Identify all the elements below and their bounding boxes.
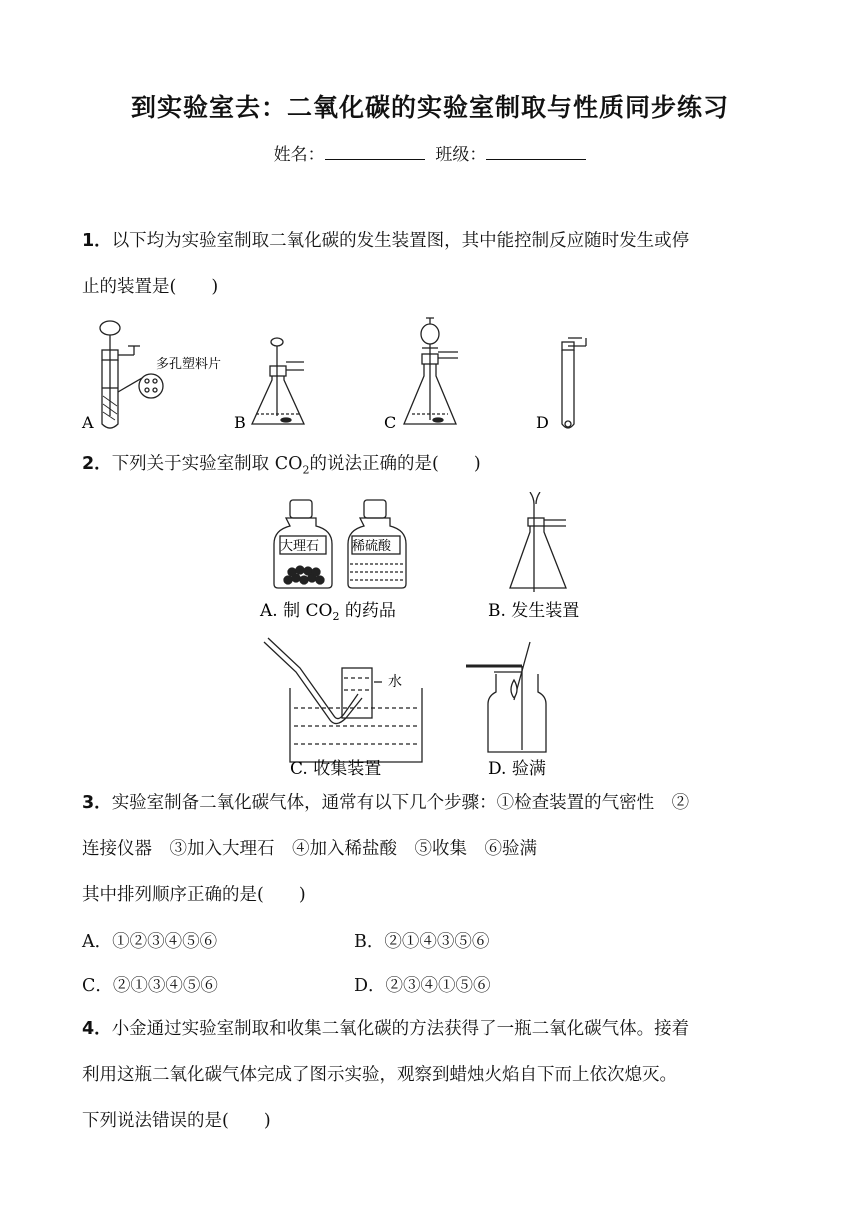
q4-line2: 利用这瓶二氧化碳气体完成了图示实验，观察到蜡烛火焰自下而上依次熄灭。 — [82, 1065, 677, 1085]
fig-label-d: D — [536, 413, 549, 432]
fig-label-b: B — [234, 413, 246, 432]
question-4 — [82, 1006, 782, 1144]
q2-stem-pre: 下列关于实验室制取 CO — [111, 454, 303, 474]
q1-figure — [78, 316, 618, 436]
full-check-d — [466, 642, 546, 752]
plate-label: 多孔塑料片 — [156, 357, 222, 372]
q4-line3: 下列说法错误的是( ) — [82, 1111, 271, 1131]
name-label: 姓名： — [273, 145, 325, 165]
collection-c — [264, 638, 422, 762]
apparatus-b — [252, 338, 304, 424]
q4-line1: 小金通过实验室制取和收集二氧化碳的方法获得了一瓶二氧化碳气体。接着 — [111, 1019, 690, 1039]
q1-line2: 止的装置是( ) — [82, 277, 219, 297]
fig-label-c: C — [384, 413, 397, 432]
page-title: 到实验室去：二氧化碳的实验室制取与性质同步练习 — [130, 93, 729, 122]
q4-number: 4． — [82, 1019, 112, 1039]
q3-number: 3． — [82, 793, 112, 813]
name-blank — [325, 144, 425, 160]
q2-figure — [250, 492, 610, 782]
generator-b — [510, 492, 566, 592]
q3-line2: 连接仪器 ③加入大理石 ④加入稀盐酸 ⑤收集 ⑥验满 — [82, 839, 537, 859]
apparatus-c — [404, 318, 458, 424]
q1-number: 1． — [82, 231, 112, 251]
q3-option-a: A．①②③④⑤⑥ — [82, 932, 218, 952]
water-label: 水 — [388, 674, 402, 690]
q3-option-c: C．②①③④⑤⑥ — [82, 976, 218, 996]
caption-c: C. 收集装置 — [290, 759, 382, 779]
q3-line1: 实验室制备二氧化碳气体，通常有以下几个步骤：①检查装置的气密性 ② — [111, 793, 690, 813]
q3-option-d: D．②③④①⑤⑥ — [354, 976, 491, 996]
question-1 — [82, 218, 782, 310]
q1-line1: 以下均为实验室制取二氧化碳的发生装置图，其中能控制反应随时发生或停 — [111, 231, 690, 251]
caption-d: D. 验满 — [488, 759, 546, 779]
caption-b: B. 发生装置 — [488, 601, 580, 621]
question-3 — [82, 780, 782, 918]
q2-stem-sub: 2 — [302, 463, 310, 477]
q2-number: 2． — [82, 454, 112, 474]
class-label: 班级： — [435, 145, 487, 165]
bottle1-label: 大理石 — [280, 539, 320, 554]
q3-option-b: B．②①④③⑤⑥ — [354, 932, 490, 952]
apparatus-a — [100, 321, 163, 428]
q2-stem-post: 的说法正确的是( ) — [309, 454, 481, 474]
student-info — [0, 140, 860, 165]
fig-label-a: A — [82, 413, 94, 432]
bottle2-label: 稀硫酸 — [352, 539, 392, 554]
question-2 — [82, 441, 782, 494]
caption-a: A. 制 $CO_2$ 的药品 — [260, 601, 396, 623]
q3-line3: 其中排列顺序正确的是( ) — [82, 885, 306, 905]
apparatus-d — [562, 338, 586, 428]
class-blank — [486, 144, 586, 160]
